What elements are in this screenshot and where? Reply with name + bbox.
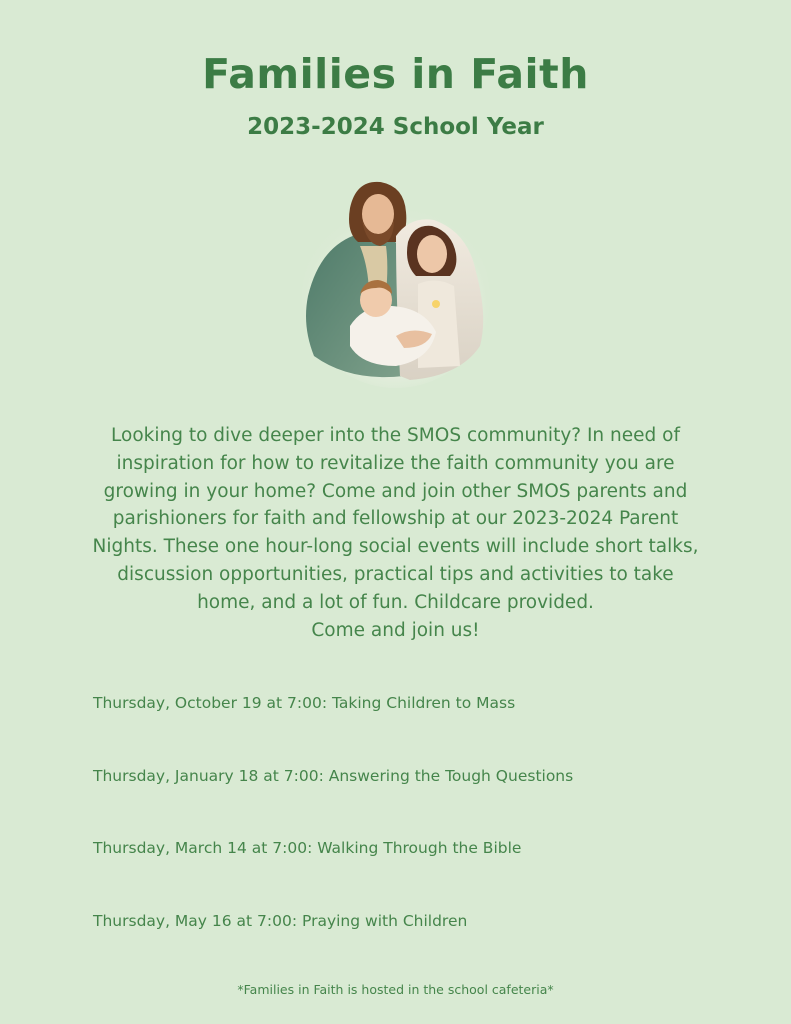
page-subtitle: 2023-2024 School Year <box>247 114 544 140</box>
event-item: Thursday, March 14 at 7:00: Walking Through the Bible <box>93 839 522 857</box>
event-item: Thursday, January 18 at 7:00: Answering the Tough Questions <box>93 766 574 785</box>
intro-closing: Come and join us! <box>311 619 480 641</box>
page-title: Families in Faith <box>202 50 589 98</box>
event-item: Thursday, October 19 at 7:00: Taking Children to Mass <box>93 694 516 712</box>
event-list <box>93 692 733 982</box>
holy-family-illustration <box>300 176 492 388</box>
intro-text <box>90 422 701 644</box>
intro-paragraph: Looking to dive deeper into the SMOS community? In need of inspiration for how to revitalize the faith community you are growing in your home? Come and join other SMOS parents and parishioners for faith and fellowship at our 2023-2024 Parent Nights. These one hour-long social events will include short talks, discussion opportunities, practical tips and activities to take home, and a lot of fun. Childcare provided. <box>92 425 699 613</box>
event-item: Thursday, May 16 at 7:00: Praying with Children <box>93 911 468 930</box>
footer-note: *Families in Faith is hosted in the school cafeteria* <box>237 982 554 997</box>
